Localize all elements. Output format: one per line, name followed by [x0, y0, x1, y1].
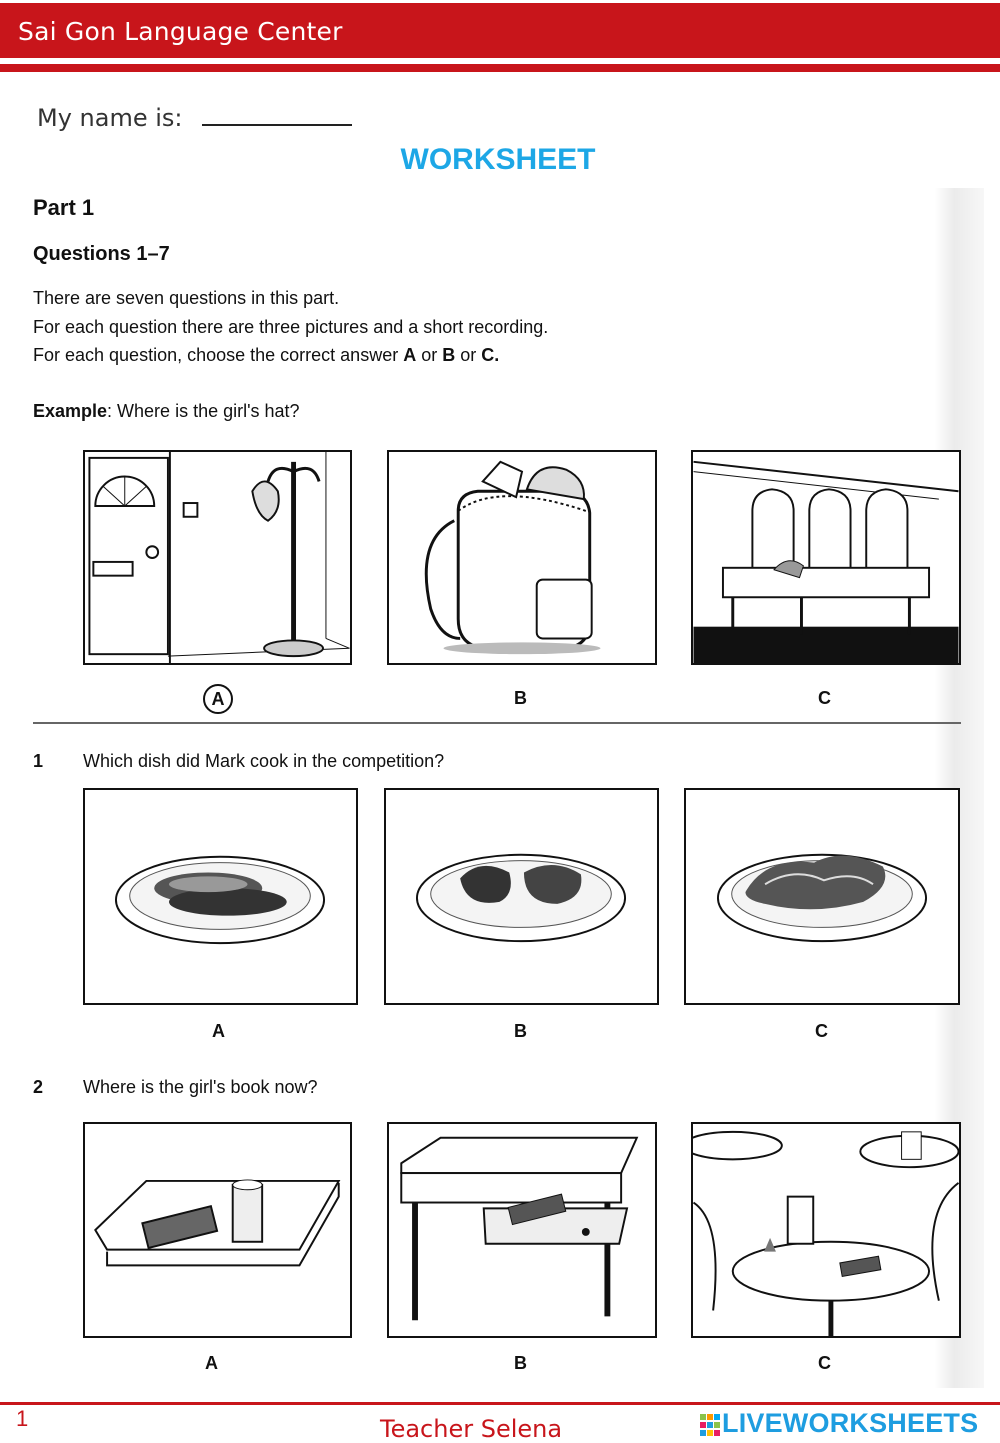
- question-1-number: 1: [33, 751, 44, 771]
- example-option-b: B: [514, 688, 527, 708]
- example-picture-a-door-coat-stand[interactable]: [83, 450, 352, 665]
- example-label: Example: [33, 401, 108, 421]
- question-1-option-b: B: [514, 1021, 527, 1041]
- question-2-number: 2: [33, 1077, 44, 1097]
- instruction-line-3: [33, 345, 499, 366]
- instr-answer-b: B: [442, 345, 456, 365]
- name-label: My name is:: [37, 104, 183, 132]
- liveworksheets-icon: [700, 1414, 720, 1436]
- example-option-c: C: [818, 688, 831, 708]
- question-1-picture-b-steak[interactable]: [384, 788, 659, 1005]
- header-title: Sai Gon Language Center: [18, 17, 343, 46]
- part-heading: Part 1: [33, 195, 95, 220]
- backpack-illustration: [389, 452, 655, 663]
- example-option-a-circled: A: [203, 684, 233, 714]
- instr-answer-a: A: [403, 345, 417, 365]
- questions-heading: Questions 1–7: [33, 243, 170, 265]
- instr-end: .: [494, 345, 500, 365]
- question-2-picture-b-table-drawer[interactable]: [387, 1122, 657, 1338]
- instr-or: or: [416, 345, 443, 365]
- instr-answer-c: C: [481, 345, 495, 365]
- cafe-tables-illustration: [693, 1124, 959, 1336]
- instr-or-2: or: [455, 345, 482, 365]
- header-divider: [0, 64, 1000, 72]
- salad-dish-illustration: [686, 790, 958, 1003]
- name-input-line[interactable]: [202, 124, 352, 126]
- question-2-picture-a-tray[interactable]: [83, 1122, 352, 1338]
- tray-book-illustration: [85, 1124, 350, 1336]
- example-text: : Where is the girl's hat?: [107, 401, 300, 421]
- bus-seats-illustration: [693, 452, 959, 663]
- table-drawer-illustration: [389, 1124, 655, 1336]
- liveworksheets-brand: LIVEWORKSHEETS: [722, 1408, 979, 1438]
- question-1-picture-c-salad[interactable]: [684, 788, 960, 1005]
- instruction-line-1: There are seven questions in this part.: [33, 288, 340, 308]
- example-picture-b-backpack[interactable]: [387, 450, 657, 665]
- liveworksheets-logo[interactable]: [700, 1408, 978, 1439]
- example-picture-c-bus-seats[interactable]: [691, 450, 961, 665]
- question-1-option-a: A: [212, 1021, 225, 1041]
- instruction-line-2: For each question there are three pictures and a short recording.: [33, 317, 549, 337]
- section-divider: [33, 722, 961, 724]
- teacher-name: Teacher Selena: [380, 1415, 563, 1443]
- steak-dish-illustration: [386, 790, 657, 1003]
- example-question: [33, 401, 300, 422]
- question-1-text: Which dish did Mark cook in the competition?: [83, 751, 445, 771]
- footer-divider: [0, 1402, 1000, 1405]
- question-2-option-a: A: [205, 1353, 218, 1373]
- worksheet-title: WORKSHEET: [400, 143, 596, 176]
- fish-dish-illustration: [85, 790, 356, 1003]
- question-2-picture-c-cafe[interactable]: [691, 1122, 961, 1338]
- question-1-option-c: C: [815, 1021, 828, 1041]
- page-number: 1: [16, 1406, 29, 1431]
- question-1-picture-a-fish[interactable]: [83, 788, 358, 1005]
- question-2-option-b: B: [514, 1353, 527, 1373]
- door-coat-stand-illustration: [85, 452, 350, 663]
- question-2-option-c: C: [818, 1353, 831, 1373]
- question-2-text: Where is the girl's book now?: [83, 1077, 318, 1097]
- instruction-line-3-text: For each question, choose the correct answer: [33, 345, 404, 365]
